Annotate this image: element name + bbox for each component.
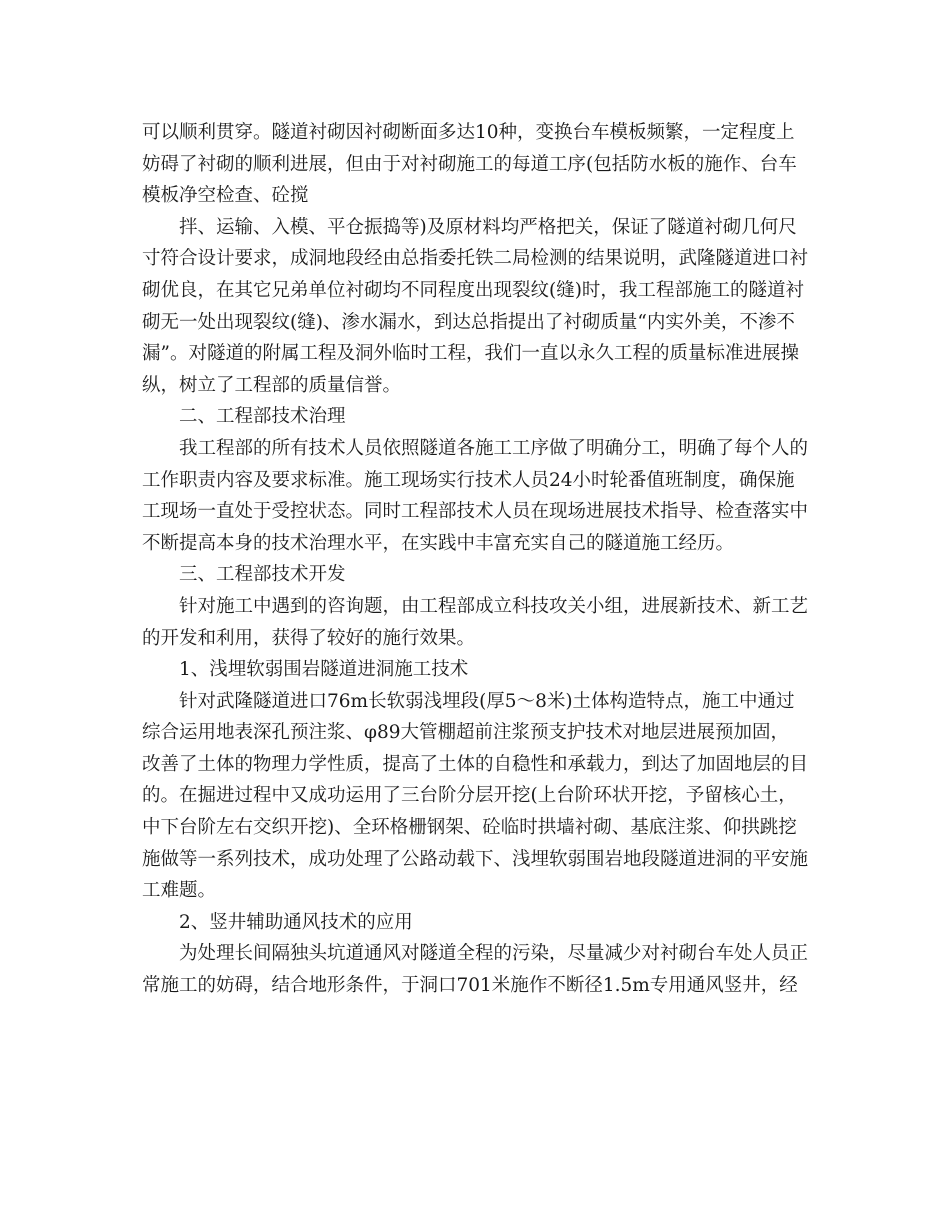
text-line: 工难题。 <box>142 880 217 902</box>
text-line: 我工程部的所有技术人员依照隧道各施工工序做了明确分工，明确了每个人的 <box>179 437 809 459</box>
text-line: 综合运用地表深孔预注浆、φ89大管棚超前注浆预支护技术对地层进展预加固， <box>142 722 789 744</box>
text-line: 可以顺利贯穿。隧道衬砌因衬砌断面多达10种，变换台车模板频繁，一定程度上 <box>142 122 795 143</box>
text-line: 施做等一系列技术，成功处理了公路动载下、浅埋软弱围岩地段隧道进洞的平安施 <box>142 848 809 870</box>
text-line: 为处理长间隔独头坑道通风对隧道全程的污染，尽量减少对衬砌台车处人员正 <box>179 943 809 965</box>
text-line: 的开发和利用，获得了较好的施行效果。 <box>142 627 476 649</box>
text-line: 纵，树立了工程部的质量信誉。 <box>142 374 402 396</box>
text-line: 常施工的妨碍，结合地形条件，于洞口701米施作不断径1.5m专用通风竖井，经 <box>142 975 798 997</box>
text-line: 改善了土体的物理力学性质，提高了土体的自稳性和承载力，到达了加固地层的目 <box>142 753 809 775</box>
text-line: 寸符合设计要求，成洞地段经由总指委托铁二局检测的结果说明，武隆隧道进口衬 <box>142 248 809 270</box>
text-line: 1、浅埋软弱围岩隧道进洞施工技术 <box>179 659 469 681</box>
text-line: 工现场一直处于受控状态。同时工程部技术人员在现场进展技术指导、检查落实中 <box>142 501 809 523</box>
text-line: 针对施工中遇到的咨询题，由工程部成立科技攻关小组，进展新技术、新工艺 <box>179 595 809 617</box>
text-line: 砌无一处出现裂纹(缝)、渗水漏水，到达总指提出了衬砌质量“内实外美，不渗不 <box>142 311 795 333</box>
text-line: 砌优良，在其它兄弟单位衬砌均不同程度出现裂纹(缝)时，我工程部施工的隧道衬 <box>142 279 804 301</box>
document-body <box>142 117 814 1002</box>
text-line: 2、竖井辅助通风技术的应用 <box>179 911 413 933</box>
text-line: 妨碍了衬砌的顺利进展，但由于对衬砌施工的每道工序(包括防水板的施作、台车 <box>142 153 797 175</box>
text-line: 工作职责内容及要求标准。施工现场实行技术人员24小时轮番值班制度，确保施 <box>142 469 795 491</box>
text-line: 模板净空检查、砼搅 <box>142 185 309 207</box>
text-line: 拌、运输、入模、平仓振捣等)及原材料均严格把关，保证了隧道衬砌几何尺 <box>179 216 797 238</box>
text-line: 中下台阶左右交织开挖)、全环格栅钢架、砼临时拱墙衬砌、基底注浆、仰拱跳挖 <box>142 817 797 839</box>
text-line: 漏”。对隧道的附属工程及洞外临时工程，我们一直以永久工程的质量标准进展操 <box>142 343 799 365</box>
text-line: 针对武隆隧道进口76m长软弱浅埋段(厚5～8米)土体构造特点，施工中通过 <box>179 690 795 712</box>
text-line: 三、工程部技术开发 <box>179 564 346 586</box>
text-line: 二、工程部技术治理 <box>179 406 346 428</box>
text-line: 不断提高本身的技术治理水平，在实践中丰富充实自己的隧道施工经历。 <box>142 532 735 554</box>
text-line: 的。在掘进过程中又成功运用了三台阶分层开挖(上台阶环状开挖，予留核心土， <box>142 785 797 807</box>
